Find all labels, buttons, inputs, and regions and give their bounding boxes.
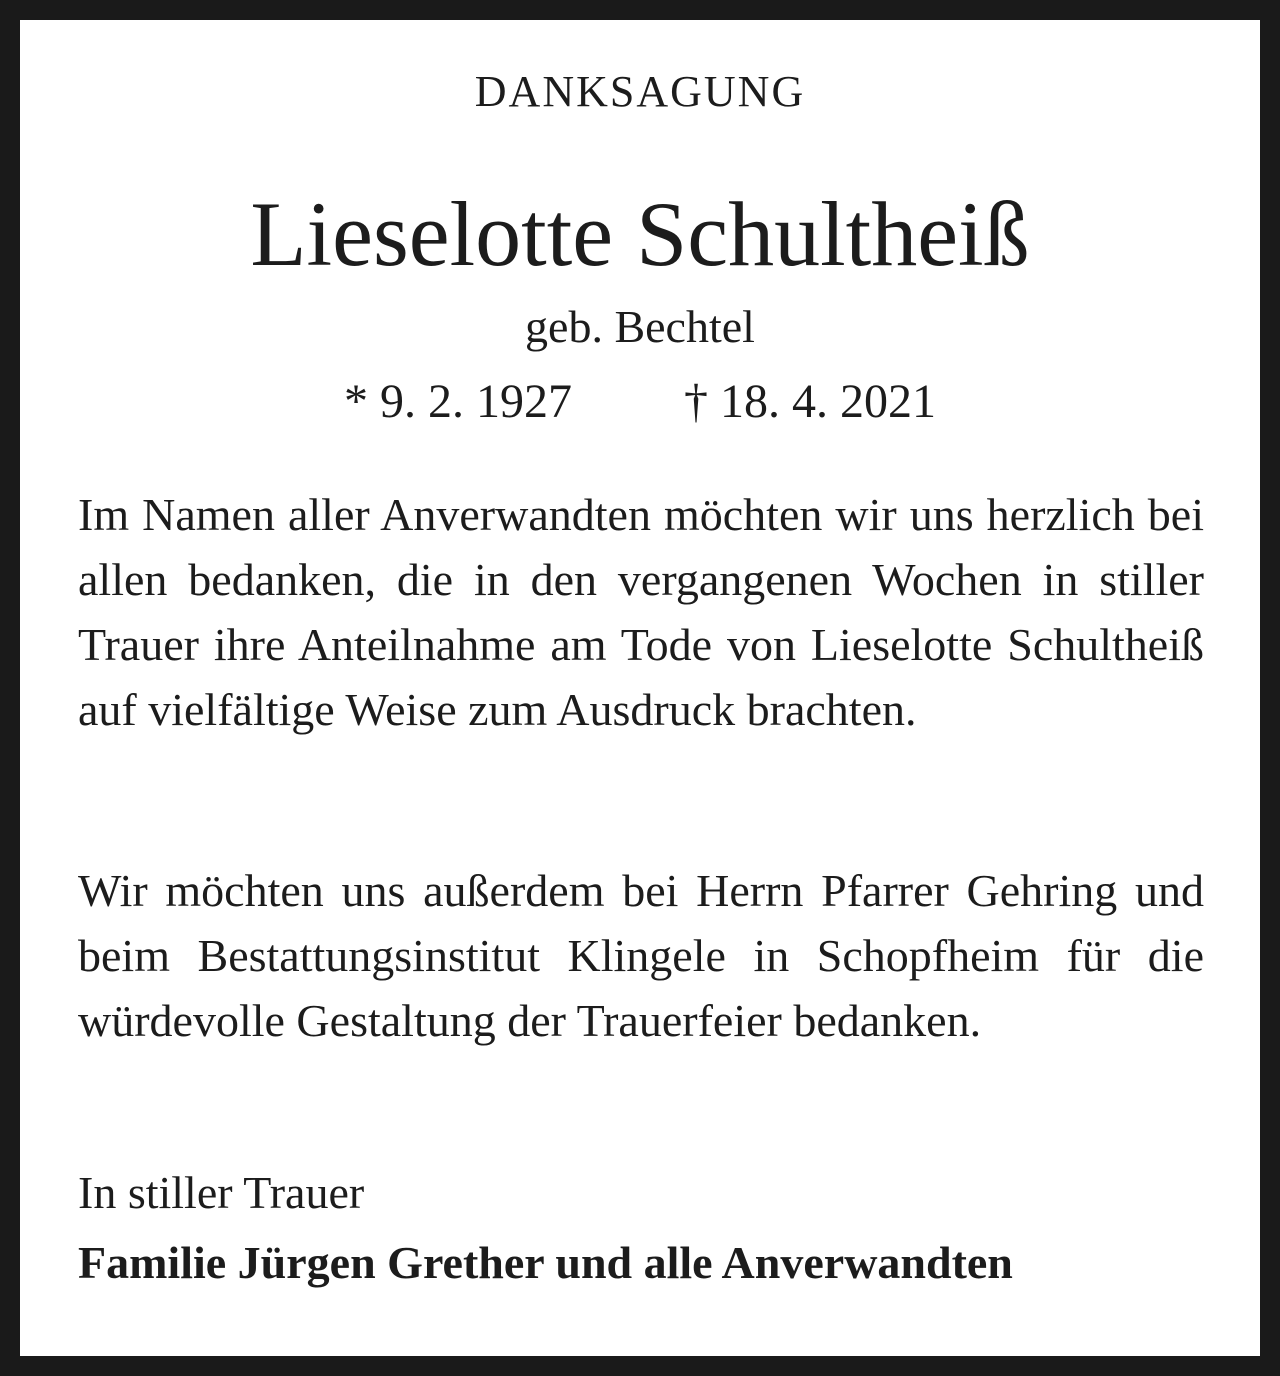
birth-date: * 9. 2. 1927 [344,375,572,428]
life-dates [20,375,1260,428]
closing-line: In stiller Trauer [78,1167,365,1218]
thanks-paragraph-2: Wir möchten uns außerdem bei Herrn Pfarrer Gehring und beim Bestattungsinstitut Klingele in Schopfheim für die würdevolle Gestaltung der Trauerfeier bedanken. [78,865,1204,1046]
deceased-name: Lieselotte Schultheiß [250,183,1030,285]
maiden-name: geb. Bechtel [525,301,755,352]
death-date: † 18. 4. 2021 [684,375,936,428]
notice-heading: DANKSAGUNG [474,67,806,116]
thanks-paragraph-1: Im Namen aller Anverwandten möchten wir uns herzlich bei allen bedanken, die in den vergangenen Wochen in stiller Trauer ihre Anteilnahme am Tode von Lieselotte Schultheiß auf vielfältige Weise zum Ausdruck brachten. [78,489,1204,735]
signature: Familie Jürgen Grether und alle Anverwandten [78,1237,1013,1288]
